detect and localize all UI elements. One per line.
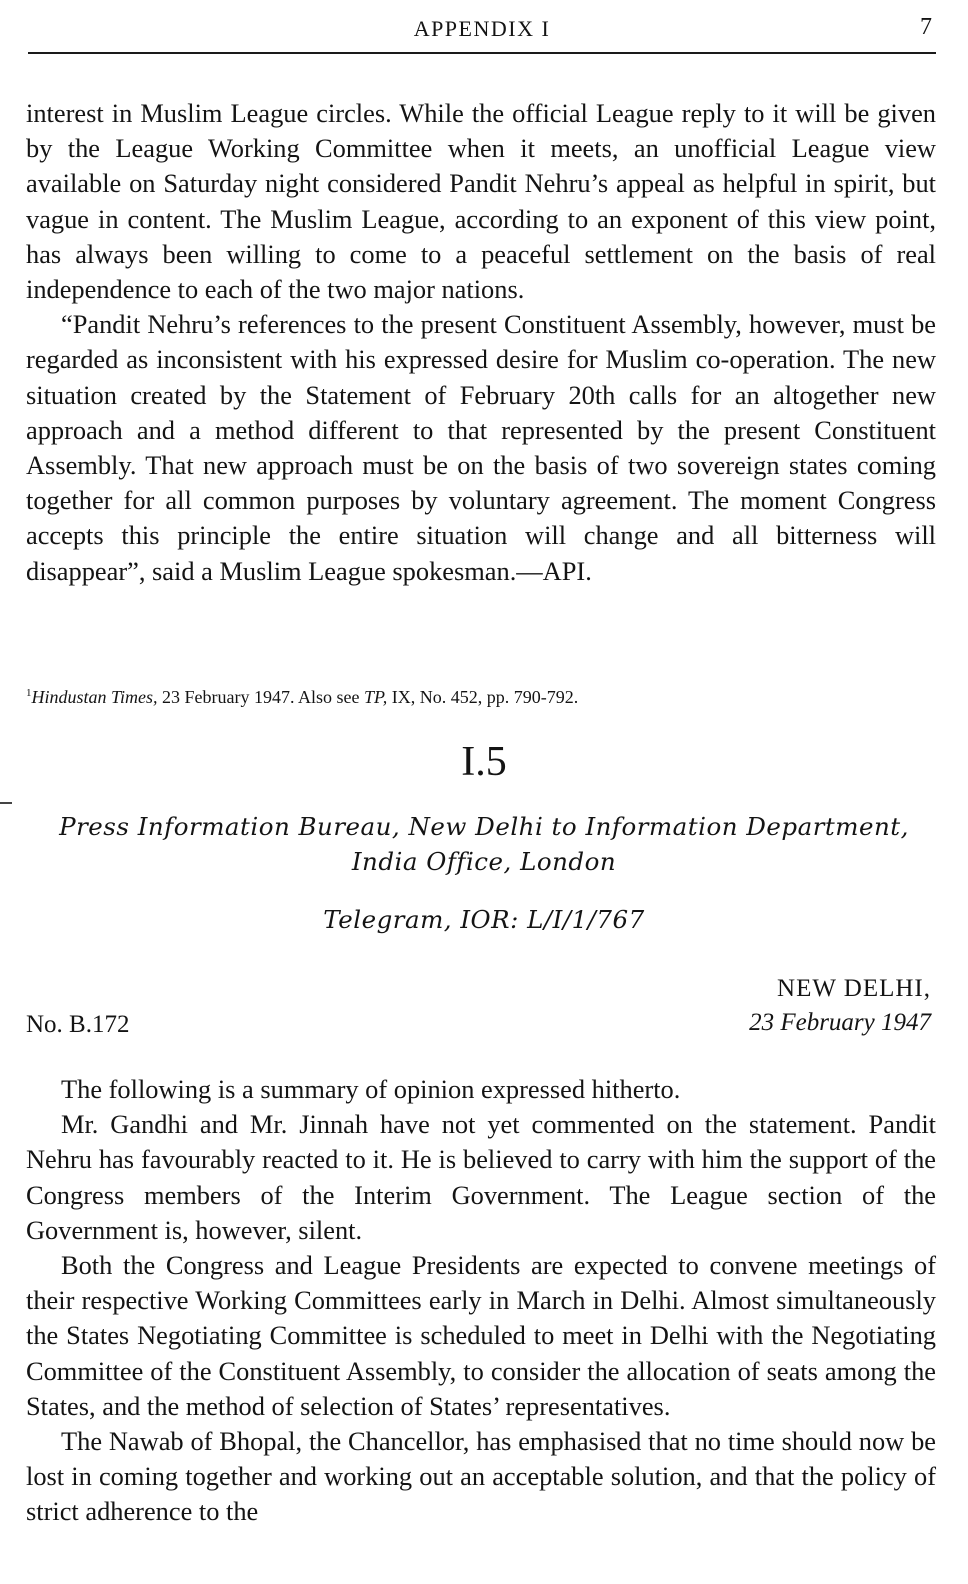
footnote-text-end: IX, No. 452, pp. 790-792.: [387, 687, 579, 707]
paragraph: Both the Congress and League Presidents are expected to convene meetings of their respective Working Committees early in March in Delhi. Almost simultaneously the States Negotiating Committee is scheduled to meet in Delhi with the Negotiating Committee of the Constituent Assembly, to consider the allocation of seats among the States, and the method of selection of States’ representatives.: [26, 1250, 936, 1421]
continued-text: [26, 96, 936, 589]
dateline-date: 23 February 1947: [749, 1009, 931, 1036]
document-reference: Telegram, IOR: L/I/1/767: [323, 905, 645, 934]
paragraph: The Nawab of Bhopal, the Chancellor, has emphasised that no time should now be lost in coming together and working out an acceptable solution, and that the policy of strict adherence to the: [26, 1426, 936, 1527]
document-heading-line1: Press Information Bureau, New Delhi to Information Department,: [59, 812, 909, 841]
paragraph: interest in Muslim League circles. While the official League reply to it will be given by the League Working Committee when it meets, an unofficial League view available on Saturday night considered Pandit Nehru’s appeal as helpful in spirit, but vague in content. The Muslim League, according to an exponent of this view point, has always been willing to come to a peaceful settlement on the basis of real independence to each of the two major nations.: [26, 98, 936, 305]
running-title: APPENDIX I: [413, 16, 551, 41]
section-number: I.5: [461, 739, 507, 785]
document-heading-line2: India Office, London: [351, 847, 617, 876]
footnote-marker: 1: [26, 687, 32, 699]
dateline: [749, 972, 931, 1040]
margin-mark: [0, 802, 12, 804]
paragraph: The following is a summary of opinion expressed hitherto.: [61, 1074, 681, 1104]
document-body: [26, 1072, 936, 1530]
document-number: No. B.172: [26, 1011, 130, 1038]
paragraph: Mr. Gandhi and Mr. Jinnah have not yet commented on the statement. Pandit Nehru has favourably reacted to it. He is believed to carry with him the support of the Congress members of the Interim Government. The League section of the Government is, however, silent.: [26, 1109, 936, 1245]
footnote: [26, 680, 936, 710]
footnote-source: Hindustan Times,: [31, 687, 158, 707]
footnote-text: 23 February 1947. Also see: [157, 687, 365, 707]
page-number: 7: [920, 14, 932, 40]
paragraph: “Pandit Nehru’s references to the present Constituent Assembly, however, must be regarded as inconsistent with his expressed desire for Muslim co-operation. The new situation created by the Statement of February 20th calls for an altogether new approach and a method different to that represented by the present Constituent Assembly. That new approach must be on the basis of two sovereign states coming together for all common purposes by voluntary agreement. The moment Congress accepts this principle the entire situation will change and all bitterness will disappear”, said a Muslim League spokesman.—API.: [26, 309, 936, 586]
footnote-ref: TP,: [364, 687, 388, 707]
running-header: [28, 10, 936, 54]
dateline-place: NEW DELHI,: [777, 975, 931, 1002]
